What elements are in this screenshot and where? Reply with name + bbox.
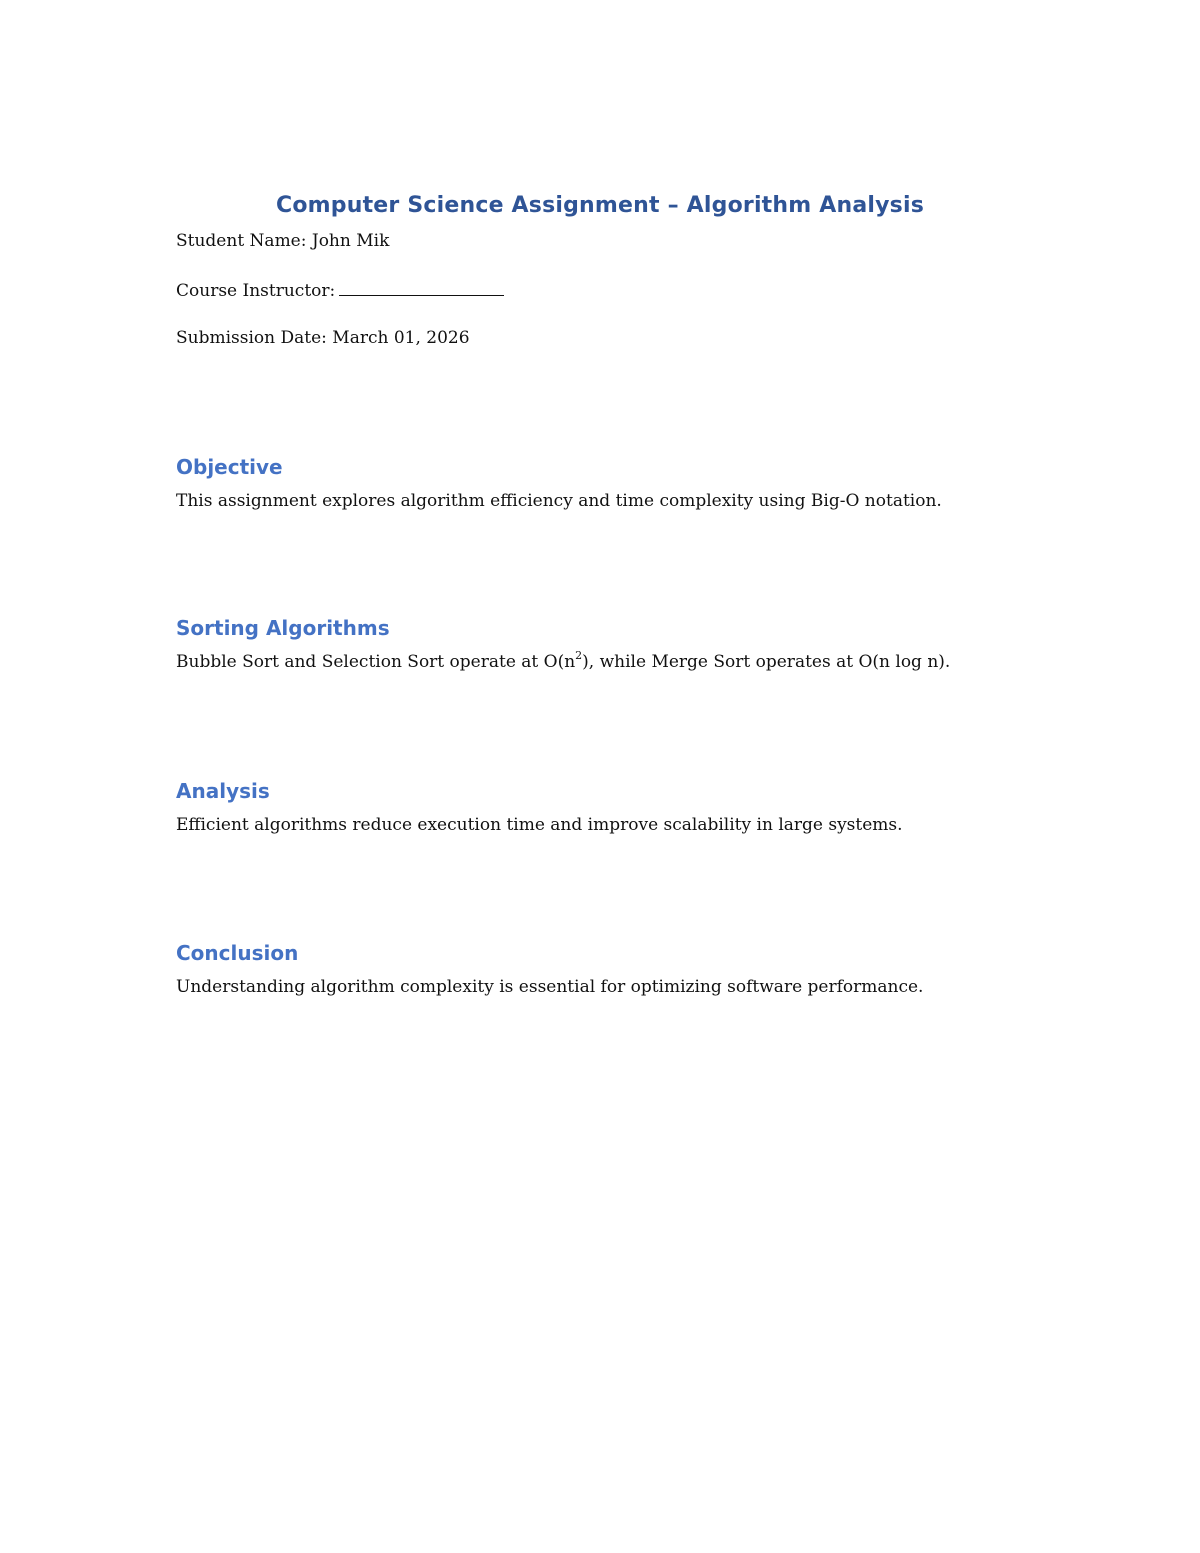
objective-text: This assignment explores algorithm efficiency and time complexity using Big-O notation. — [176, 491, 942, 511]
document-title: Computer Science Assignment – Algorithm Analysis — [275, 193, 924, 218]
sorting-algorithms-heading: Sorting Algorithms — [176, 616, 390, 640]
submission-date-line: Submission Date: March 01, 2026 — [176, 328, 470, 348]
analysis-heading: Analysis — [176, 779, 270, 803]
conclusion-heading: Conclusion — [176, 941, 299, 965]
course-instructor-label: Course Instructor: — [176, 281, 336, 301]
student-name-line: Student Name: John Mik — [176, 231, 390, 251]
analysis-text: Efficient algorithms reduce execution time and improve scalability in large systems. — [176, 815, 903, 835]
course-instructor-line — [176, 278, 504, 303]
sorting-superscript: 2 — [575, 649, 583, 663]
sorting-text-before: Bubble Sort and Selection Sort operate at O(n — [176, 652, 576, 672]
sorting-algorithms-text — [176, 650, 950, 674]
sorting-text-after: ), while Merge Sort operates at O(n log n). — [582, 652, 951, 672]
conclusion-text: Understanding algorithm complexity is essential for optimizing software performance. — [176, 977, 924, 997]
objective-heading: Objective — [176, 455, 283, 479]
instructor-blank-line — [339, 278, 504, 296]
